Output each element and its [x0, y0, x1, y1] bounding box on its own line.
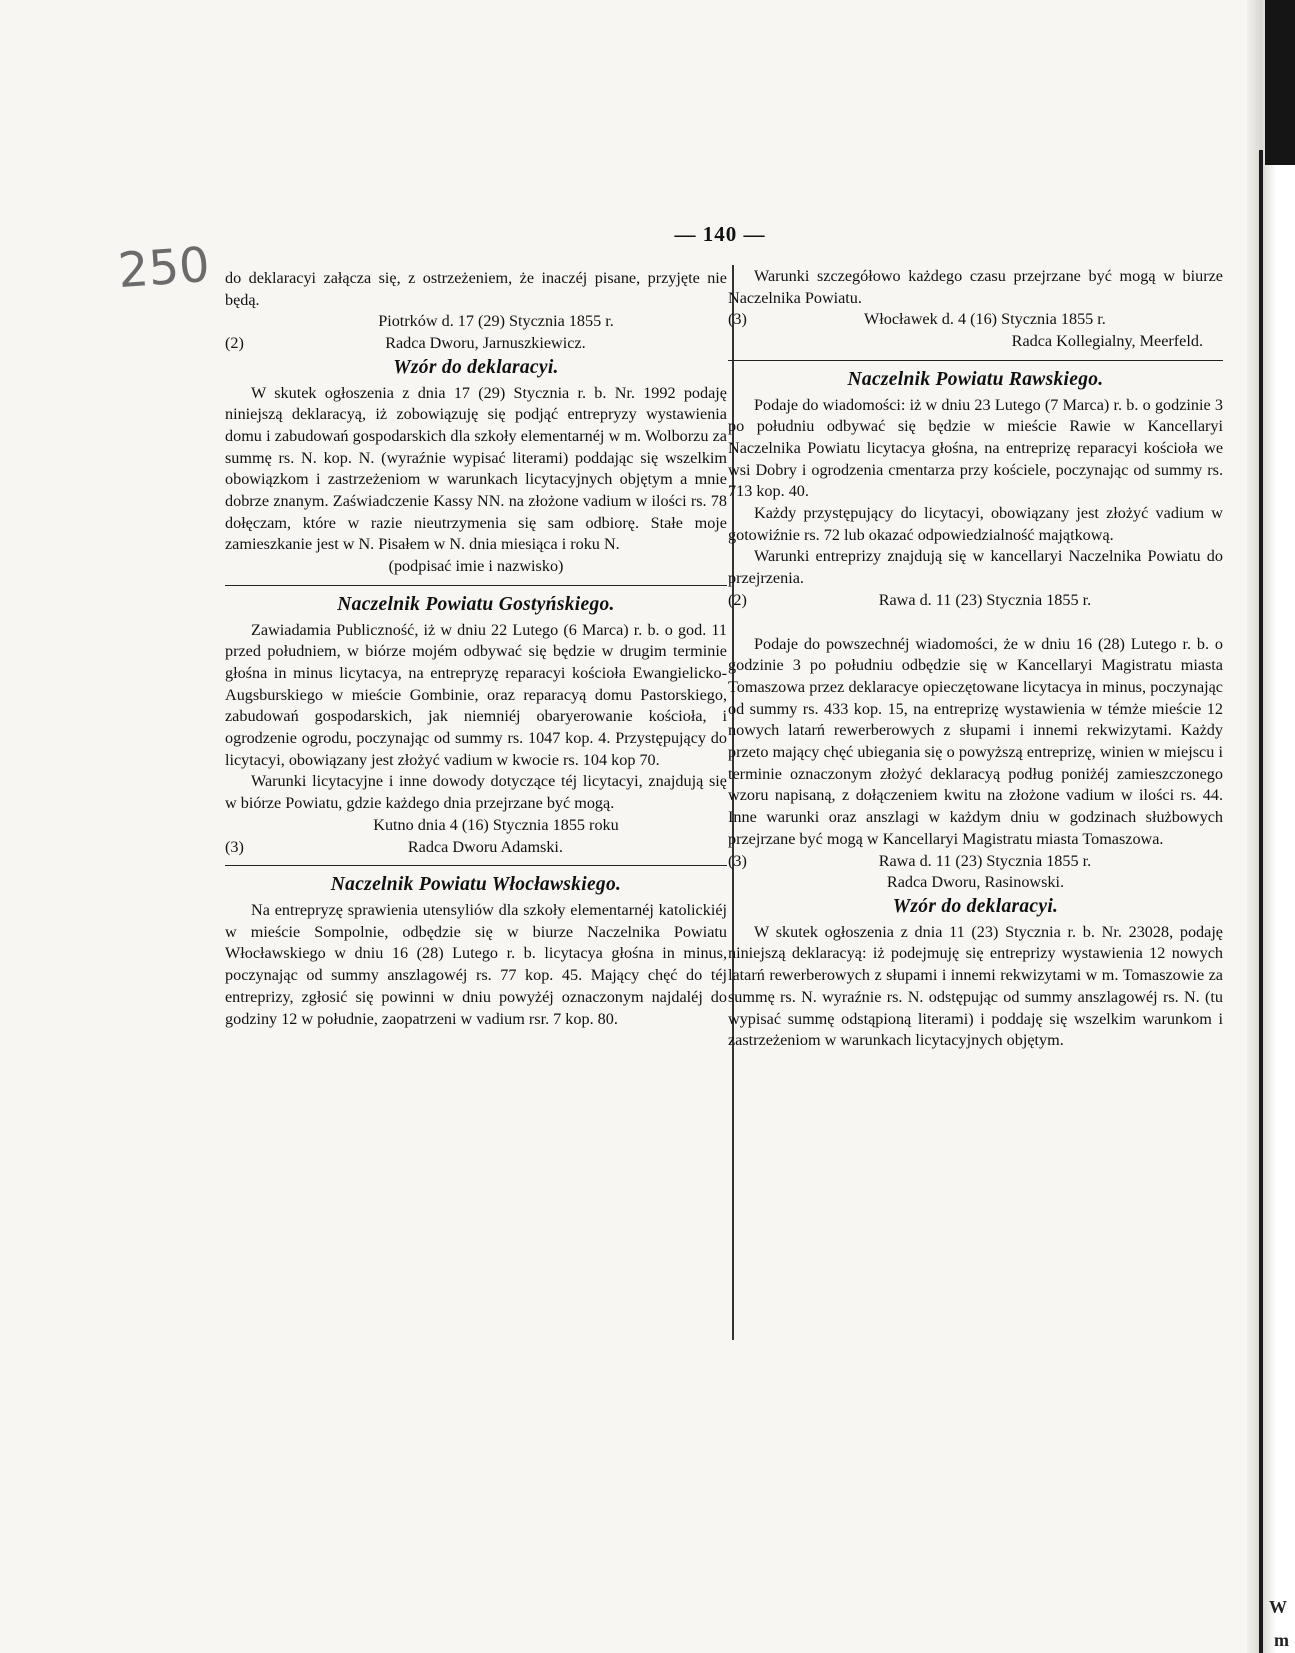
gostynin-place-date: Kutno dnia 4 (16) Stycznia 1855 roku	[373, 815, 619, 834]
notice-number: (3)	[225, 837, 244, 856]
place-date: Włocławek d. 4 (16) Stycznia 1855 r.	[864, 310, 1106, 329]
notice-number: (2)	[225, 334, 244, 353]
right-intro-text: Warunki szczegółowo każdego czasu przejrzane być mogą w biurze Naczelnika Powiatu.	[728, 267, 1223, 307]
rawa-text-2: Każdy przystępujący do licytacyi, obowiązany jest złożyć vadium w gotowiźnie rs. 72 lub okazać odpowiedzialność majątkową.	[728, 504, 1223, 544]
section-rule	[225, 865, 727, 866]
left-wzor-signature: (podpisać imie i nazwisko)	[388, 557, 564, 576]
signature: Radca Dworu Adamski.	[407, 837, 563, 856]
notice-number: (2)	[728, 590, 747, 609]
binding-fold-line	[1259, 150, 1263, 1653]
binding-shadow	[1265, 0, 1295, 165]
signature: Radca Dworu, Jarnuszkiewicz.	[385, 334, 586, 353]
rawa-text-3: Warunki entreprizy znajdują się w kancellaryi Naczelnika Powiatu do przejrzenia.	[728, 547, 1223, 588]
edge-letter-1: W	[1269, 1597, 1287, 1617]
notice-number: (3)	[728, 851, 747, 870]
gostynin-heading: Naczelnik Powiatu Gostyńskiego.	[337, 593, 615, 615]
rawa-heading: Naczelnik Powiatu Rawskiego.	[847, 368, 1104, 390]
gostynin-signature-line	[225, 837, 727, 859]
gostynin-text-2: Warunki licytacyjne i inne dowody dotyczące téj licytacyi, znajdują się w biórze Powiatu, gdzie każdego dnia przejrzane być mogą.	[225, 772, 727, 813]
rawa-text: Podaje do wiadomości: iż w dniu 23 Lutego (7 Marca) r. b. o godzinie 3 po południu odbywać się będzie w mieście Rawie w Kancellaryi Naczelnika Powiatu licytacya głośna, na entreprizę reparacyi kościoła we wsi Dobry i ogrodzenia cmentarza przy kościele, poczynając od summy rs. 713 kop. 40.	[728, 395, 1223, 501]
tomaszow-signature: Radca Dworu, Rasinowski.	[886, 873, 1065, 892]
edge-letter-2: m	[1274, 1630, 1289, 1650]
left-wzor-text: W skutek ogłoszenia z dnia 17 (29) Stycznia r. b. Nr. 1992 podaję niniejszą deklaracyą, iż zobowiązuję się podjąć entrepryzy wystawienia domu i zabudowań gospodarskich dla szkoły elementarnéj w m. Wolborzu za summę rs. N. kop. N. (wyraźnie wypisać literami) poddając się wszelkim obowiązkom i zastrzeżeniom w warunkach licytacyjnych objętym a mnie dobrze znanym. Zaświadczenie Kassy NN. na złożone vadium w ilości rs. 78 dołęczam, które w razie nieutrzymenia się sam odbiorę. Stałe moje zamieszkanie jest w N. Pisałem w N. dnia miesiąca i roku N.	[225, 383, 727, 554]
spacer	[728, 612, 1223, 634]
left-intro-signature-line	[225, 333, 727, 355]
left-wzor-heading: Wzór do deklaracyi.	[393, 356, 559, 378]
left-column	[225, 268, 727, 1030]
section-rule	[728, 360, 1223, 361]
tomaszow-text: Podaje do powszechnéj wiadomości, że w dniu 16 (28) Lutego r. b. o godzinie 3 po południu odbędzie się w Kancellaryi Magistratu miasta Tomaszowa przez deklaracye opieczętowane licytacya in minus, poczynając od summy rs. 433 kop. 15, na entreprizę wystawienia w témże mieście 12 nowych latarń rewerberowych z słupami i innemi rekwizytami. Każdy przeto mający chęć ubiegania się o powyższą entreprizę, winien w miejscu i terminie oznaczonym złożyć deklaracyą podług poniżéj zamieszczonego wzoru napisaną, z dołączeniem kwitu na złożone vadium w ilości rs. 44. Inne warunki oraz anszlagi w każdym dniu w godzinach służbowych przejrzane być mogą w Kancellaryi Magistratu miasta Tomaszowa.	[728, 634, 1223, 848]
rawa-place-line	[728, 590, 1223, 612]
wloclawek-text: Na entrepryzę sprawienia utensyliów dla szkoły elementarnéj katolickiéj w mieście Sompolnie, odbędzie się w biurze Naczelnika Powiatu Włocławskiego w dniu 16 (28) Lutego r. b. licytacya głośna in minus, poczynając od summy anszlagowéj rs. 77 kop. 45. Mający chęć do téj entreprizy, zgłosić się powinni w dniu powyżéj oznaczonym najdaléj do godziny 12 w południe, zaopatrzeni w vadium rsr. 7 kop. 80.	[225, 900, 727, 1028]
right-intro-place-line	[728, 309, 1223, 331]
pencil-annotation: 250	[116, 236, 212, 300]
wloclawek-heading: Naczelnik Powiatu Włocławskiego.	[330, 874, 622, 896]
right-intro-signature: Radca Kollegialny, Meerfeld.	[1011, 332, 1203, 351]
right-column	[728, 266, 1223, 1052]
tomaszow-place-line	[728, 851, 1223, 873]
left-intro-text: do deklaracyi załącza się, z ostrzeżeniem, że inaczéj pisane, przyjęte nie będą.	[225, 269, 727, 309]
place-date: Rawa d. 11 (23) Stycznia 1855 r.	[878, 590, 1092, 609]
right-wzor-text: W skutek ogłoszenia z dnia 11 (23) Stycznia r. b. Nr. 23028, podaję niniejszą deklaracyą: iż podejmuję się entreprizy wystawienia 12 nowych latarń rewerberowych z słupami i innemi rekwizytami w m. Tomaszowie za summę rs. N. wyraźnie rs. N. odstępując od summy anszlagowéj rs. N. (tu wypisać summę odstąpioną literami) i poddaję się wszelkim warunkom i zastrzeżeniom w warunkach licytacyjnych objętym.	[728, 922, 1223, 1050]
page-binding-edge	[1247, 0, 1295, 1653]
left-intro-place-date: Piotrków d. 17 (29) Stycznia 1855 r.	[378, 312, 614, 331]
section-rule	[225, 585, 727, 586]
right-wzor-heading: Wzór do deklaracyi.	[892, 895, 1059, 917]
gostynin-text: Zawiadamia Publiczność, iż w dniu 22 Lutego (6 Marca) r. b. o god. 11 przed południem, w biórze mojém odbywać się będzie w drugim terminie głośna in minus licytacya, na entrepryzę reparacyi kościoła Ewangielicko-Augsburskiego w mieście Gombinie, oraz reparacyą domu Pastorskiego, zabudowań gospodarskich, jak niemniéj obaryerowanie kościoła, i ogrodzenie ogrodu, poczynając od summy rs. 1047 kop. 4. Przystępujący do licytacyi, obowiązany jest złożyć vadium w kwocie rs. 104 kop 70.	[225, 620, 727, 769]
page-number: — 140 —	[674, 222, 766, 246]
notice-number: (3)	[728, 310, 747, 329]
place-date: Rawa d. 11 (23) Stycznia 1855 r.	[878, 851, 1092, 870]
